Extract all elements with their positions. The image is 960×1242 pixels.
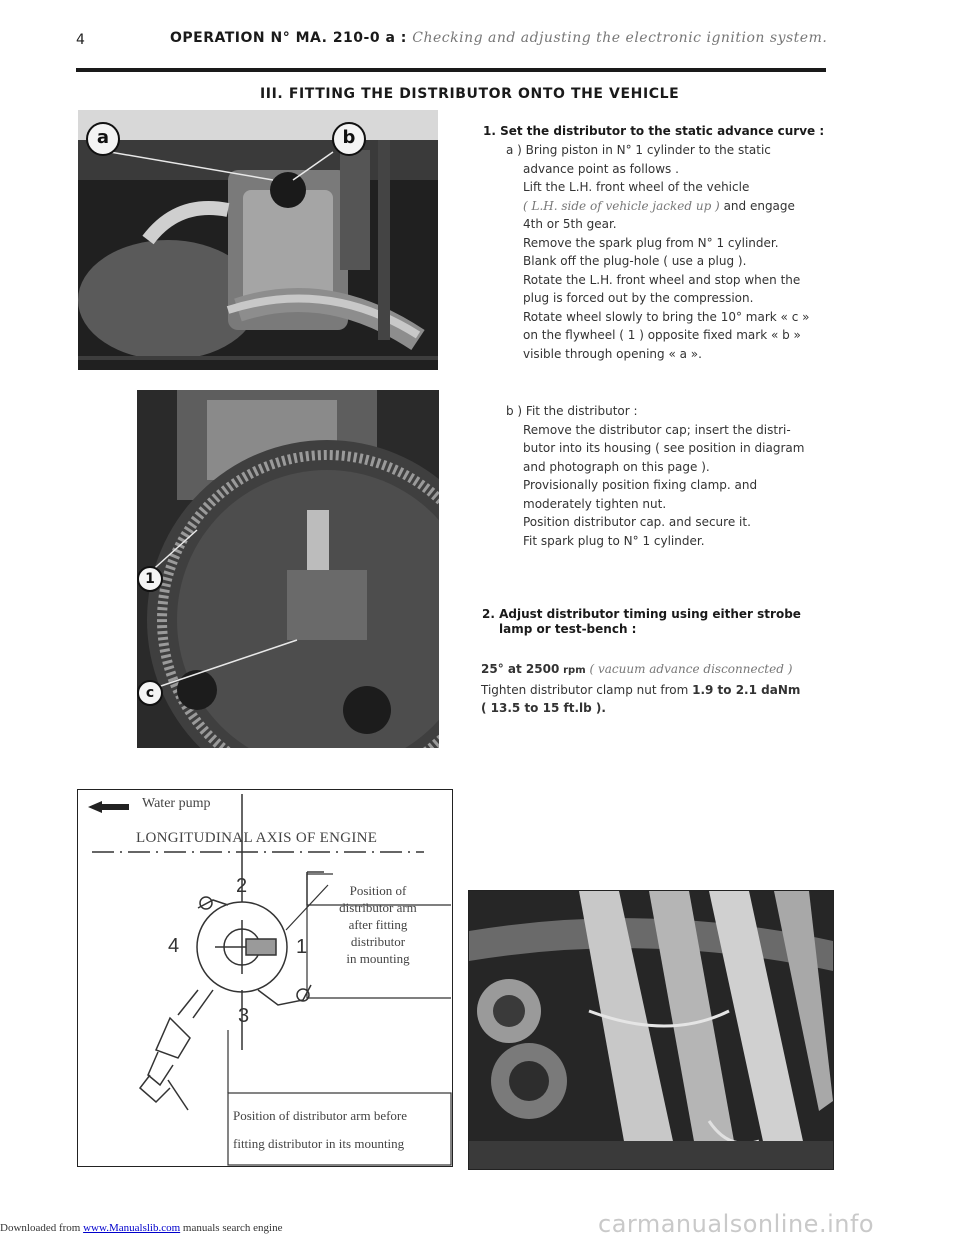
footer-suffix: manuals search engine — [180, 1222, 283, 1234]
step2-spec-value: 25° at 2500 — [481, 662, 560, 676]
callout-c: c — [137, 680, 163, 706]
manualslib-link[interactable]: www.Manualslib.com — [83, 1222, 181, 1234]
step1a-line: Lift the L.H. front wheel of the vehicle — [523, 180, 750, 194]
after-line: distributor arm — [339, 900, 417, 915]
after-line: after fitting — [348, 917, 408, 932]
step1a-text — [506, 141, 809, 363]
step1a-line: advance point as follows . — [523, 161, 679, 176]
after-line: Position of — [349, 883, 407, 898]
photo-flywheel — [137, 390, 439, 748]
step2-heading-line1: 2. Adjust distributor timing using either strobe — [482, 607, 801, 621]
page-number: 4 — [76, 32, 85, 48]
water-pump-arrow-icon — [88, 801, 102, 813]
step1b-line: and photograph on this page ). — [523, 459, 710, 474]
step1b-line: Fit spark plug to N° 1 cylinder. — [523, 533, 705, 548]
step2-spec-line — [481, 660, 800, 681]
before-line: Position of distributor arm before — [233, 1108, 408, 1123]
step1a-line: Remove the spark plug from N° 1 cylinder. — [523, 235, 779, 250]
step2-heading-line2: lamp or test-bench : — [499, 622, 637, 636]
step2-spec-rpm: rpm — [563, 665, 586, 676]
callout-1: 1 — [137, 566, 163, 592]
distributor-body — [140, 878, 311, 1110]
step1a-line-jack — [506, 197, 809, 216]
watermark: carmanualsonline.info — [598, 1210, 875, 1238]
before-fitting-label — [233, 1102, 453, 1158]
step1a-line: 4th or 5th gear. — [523, 217, 617, 231]
before-line: fitting distributor in its mounting — [233, 1136, 405, 1151]
step1a-line: Rotate the L.H. front wheel and stop when the — [523, 272, 801, 287]
diagram-number-3: 3 — [238, 1005, 250, 1027]
step1a-line: plug is forced out by the compression. — [523, 291, 754, 305]
step1a-line: on the flywheel ( 1 ) opposite fixed mark « b » — [523, 328, 801, 342]
step1b-line: b ) Fit the distributor : — [506, 404, 638, 418]
distributor-position-diagram — [77, 789, 453, 1167]
step2-spec-note: ( vacuum advance disconnected ) — [589, 662, 793, 676]
step2-ftlb: ( 13.5 to 15 ft.lb ). — [481, 701, 606, 715]
step1a-line: Blank off the plug-hole ( use a plug ). — [523, 254, 747, 268]
section-title: III. FITTING THE DISTRIBUTOR ONTO THE VEHICLE — [260, 86, 680, 102]
step2-spec — [481, 660, 800, 718]
step1a-italic-tail: and engage — [719, 198, 795, 213]
water-pump-label: Water pump — [142, 796, 211, 811]
operation-code: OPERATION N° MA. 210-0 a : — [170, 30, 413, 46]
step1a-line: visible through opening « a ». — [523, 346, 702, 361]
diagram-number-4: 4 — [168, 935, 180, 957]
step1a-line: a ) Bring piston in N° 1 cylinder to the static — [506, 143, 771, 157]
step1b-line: Position distributor cap. and secure it. — [523, 515, 751, 529]
operation-subtitle: Checking and adjusting the electronic ignition system. — [412, 30, 828, 46]
header-rule — [76, 68, 826, 72]
step2-heading — [482, 607, 801, 637]
axis-label: LONGITUDINAL AXIS OF ENGINE — [136, 830, 378, 846]
photo-distributor-top — [78, 110, 438, 370]
diagram-number-2: 2 — [236, 875, 248, 897]
step1b-line: moderately tighten nut. — [523, 496, 667, 511]
step2-tighten-line — [481, 681, 800, 700]
after-fitting-label — [308, 882, 448, 967]
operation-title — [170, 30, 827, 46]
step1a-italic: ( L.H. side of vehicle jacked up ) — [523, 198, 720, 213]
step2-tighten-text: Tighten distributor clamp nut from — [481, 682, 693, 697]
photo-engine-pipes — [468, 890, 834, 1170]
step1b-line: butor into its housing ( see position in diagram — [523, 441, 805, 455]
step1a-line: Rotate wheel slowly to bring the 10° mark « c » — [523, 309, 810, 324]
footer-prefix: Downloaded from — [0, 1222, 84, 1234]
photo-engine-pipes-image — [469, 891, 833, 1169]
step1b-line: Provisionally position fixing clamp. and — [523, 478, 758, 492]
step1b-text — [506, 402, 804, 550]
step1b-line: Remove the distributor cap; insert the distri- — [523, 422, 791, 437]
after-line: distributor — [350, 934, 406, 949]
diagram-number-1: 1 — [296, 936, 308, 958]
after-line: in mounting — [346, 951, 410, 966]
footer — [0, 1222, 282, 1234]
callout-b: b — [332, 122, 366, 156]
step2-torque: 1.9 to 2.1 daNm — [692, 682, 801, 697]
step1-heading: 1. Set the distributor to the static advance curve : — [483, 124, 825, 138]
photo-flywheel-image — [137, 390, 439, 748]
callout-a: a — [86, 122, 120, 156]
photo-distributor-top-image — [78, 110, 438, 370]
